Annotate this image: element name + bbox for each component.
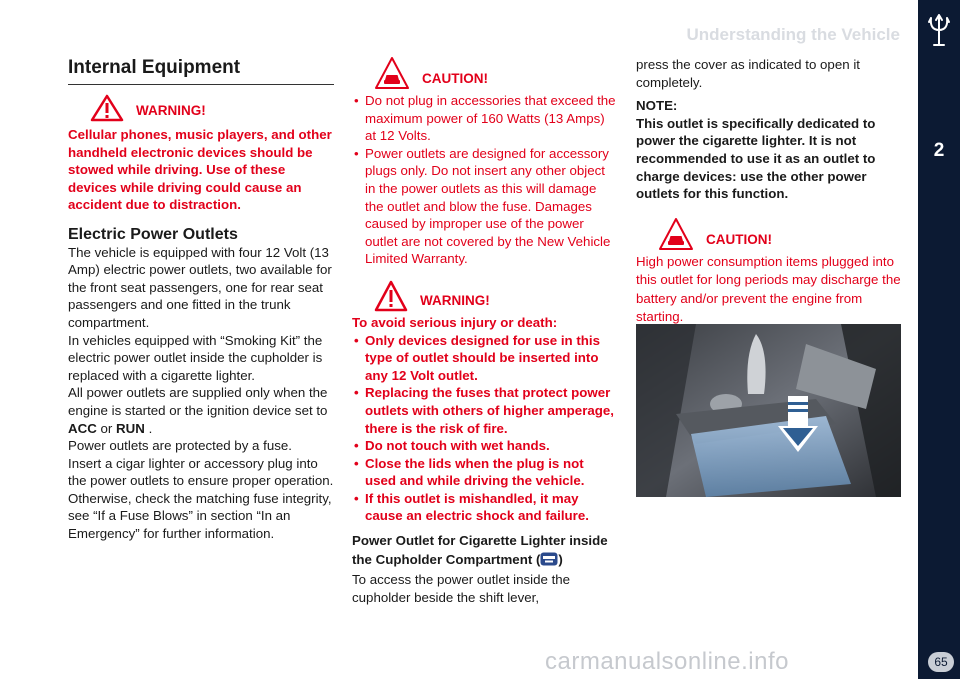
warning-triangle-icon <box>90 94 124 122</box>
header-title: Understanding the Vehicle <box>686 25 900 44</box>
run-label: RUN <box>116 420 145 436</box>
warning-header <box>90 94 334 122</box>
warning-triangle-icon <box>374 280 408 312</box>
watermark: carmanualsonline.info <box>545 648 789 675</box>
chapter-number: 2 <box>933 140 945 161</box>
cupholder-outlet-icon <box>540 552 558 566</box>
warning-list <box>352 332 618 526</box>
paragraph: All power outlets are supplied only when the engine is started or the ignition device set to ACC or RUN . <box>68 385 328 436</box>
caution-list <box>352 92 618 268</box>
list-item: • Do not plug in accessories that exceed the maximum power of 160 Watts (13 Amps) at 12 Volts. <box>352 92 618 145</box>
list-item: • If this outlet is mishandled, it may cause an electric shock and failure. <box>352 490 618 525</box>
warning-intro: To avoid serious injury or death: <box>352 314 558 330</box>
warning-label: WARNING! <box>420 293 490 309</box>
caution-car-icon <box>658 217 694 251</box>
caution-header <box>658 217 902 251</box>
warning-header <box>374 280 618 312</box>
subheading-power-outlets: Electric Power Outlets <box>68 225 238 243</box>
paragraph: Power outlets are protected by a fuse. <box>68 438 292 454</box>
paragraph: In vehicles equipped with “Smoking Kit” the electric power outlet inside the cupholder is replaced with a cigarette lighter. <box>68 332 323 383</box>
note-text: This outlet is specifically dedicated to power the cigarette lighter. It is not recommended to use it as an outlet to charge devices: use the other power outlets for this function. <box>636 115 876 202</box>
warning-text: Cellular phones, music players, and other handheld electronic devices should be stowed while driving. Use of these devices while driving could cause an accident due to distraction. <box>68 127 332 213</box>
caution-label: CAUTION! <box>706 232 772 248</box>
warning-label: WARNING! <box>136 103 206 119</box>
paragraph: To access the power outlet inside the cupholder beside the shift lever, <box>352 572 571 605</box>
paragraph: The vehicle is equipped with four 12 Volt (13 Amp) electric power outlets, two available for the front seat passengers, one for rear seat passengers and one fitted in the trunk compartment. <box>68 244 332 330</box>
paragraph: press the cover as indicated to open it completely. <box>636 57 860 90</box>
list-item: • Only devices designed for use in this type of outlet should be inserted into any 12 Volt outlet. <box>352 332 618 385</box>
acc-label: ACC <box>68 420 97 436</box>
section-title: Internal Equipment <box>68 57 334 85</box>
column-3 <box>636 56 902 327</box>
column-2 <box>352 56 618 606</box>
list-item: • Close the lids when the plug is not used and while driving the vehicle. <box>352 455 618 490</box>
page-number: 65 <box>928 652 954 672</box>
column-1 <box>68 94 334 543</box>
caution-car-icon <box>374 56 410 90</box>
list-item: • Replacing the fuses that protect power outlets with others of higher amperage, there is the risk of fire. <box>352 384 618 437</box>
caution-text: High power consumption items plugged into this outlet for long periods may discharge the battery and/or prevent the engine from starting. <box>636 253 901 325</box>
caution-label: CAUTION! <box>422 71 488 87</box>
trident-logo-icon <box>924 12 954 48</box>
subheading-cupholder-outlet: Power Outlet for Cigarette Lighter inside the Cupholder Compartment ( ) <box>352 533 608 568</box>
caution-header <box>374 56 618 90</box>
list-item: • Power outlets are designed for accessory plugs only. Do not insert any other object in the power outlets as this will damage the outlet and blow the fuse. Damages caused by improper use of the power outlet are not covered by the New Vehicle Limited Warranty. <box>352 145 618 268</box>
chapter-sidebar <box>918 0 960 679</box>
note-label: NOTE: <box>636 98 678 114</box>
list-item: • Do not touch with wet hands. <box>352 437 618 455</box>
paragraph: Insert a cigar lighter or accessory plug into the power outlets to ensure proper operation. Otherwise, check the matching fuse integrity, see “If a Fuse Blows” in section “In an Emergency” for further information. <box>68 455 334 542</box>
cupholder-photo <box>636 324 901 497</box>
